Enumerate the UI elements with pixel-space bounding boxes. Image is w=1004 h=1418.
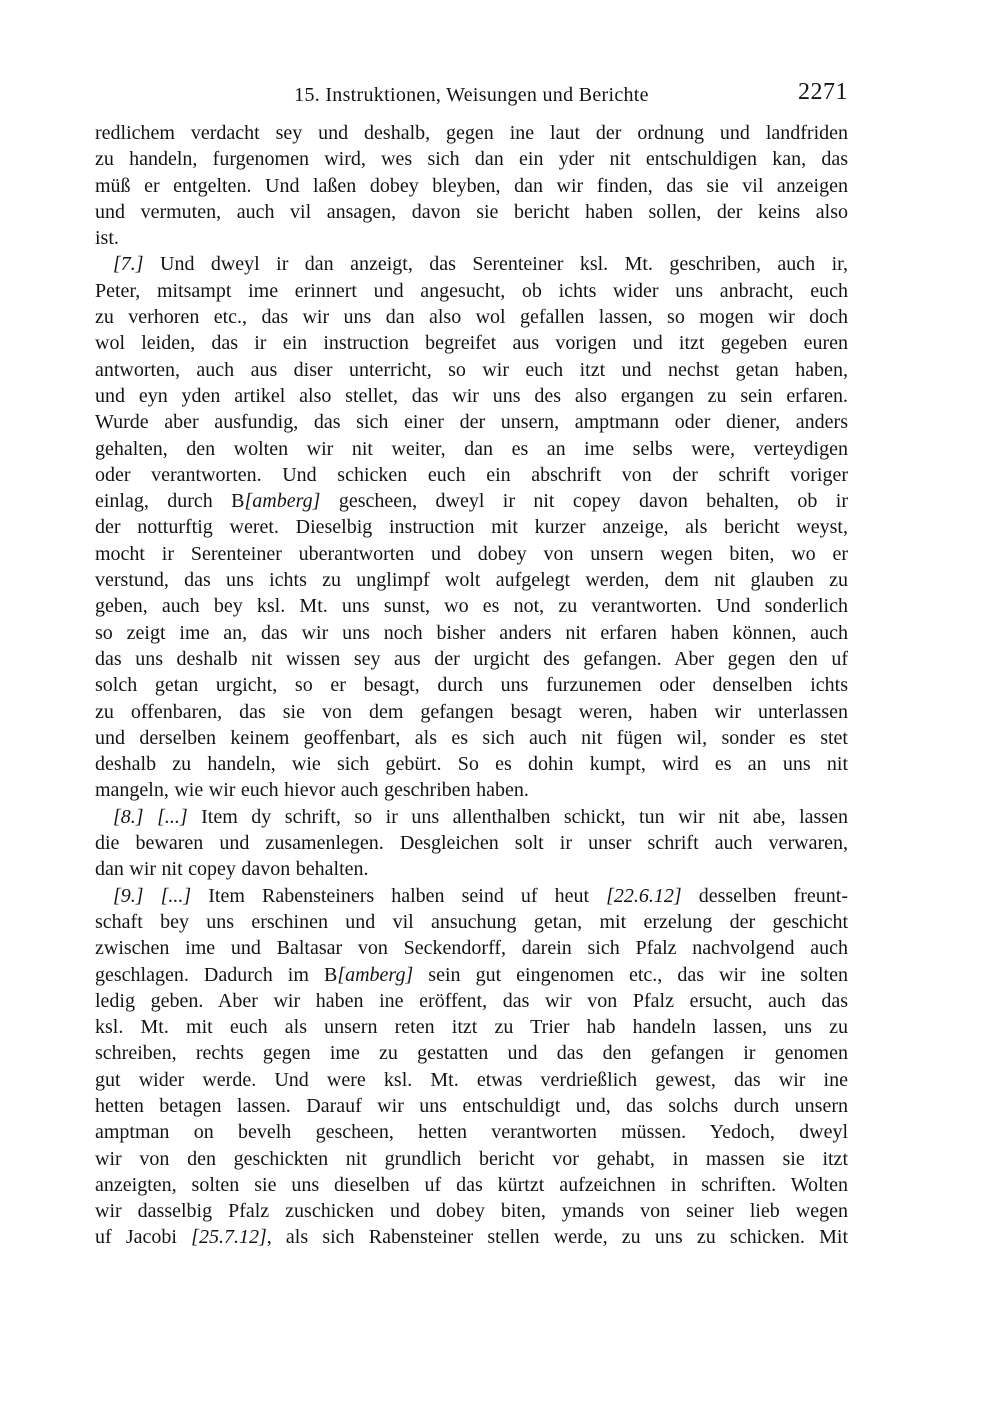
text-run: solch getan urgicht, so er besagt, durch uns furzunemen oder denselben ichts xyxy=(95,674,848,697)
text-run: dan wir nit copey davon behalten. xyxy=(95,858,369,881)
text-run: mangeln, wie wir euch hievor auch geschriben haben. xyxy=(95,779,529,802)
text-run: einlag, durch B xyxy=(95,490,245,513)
text-run: wir von den geschickten nit grundlich bericht vor gehabt, in massen sie itzt xyxy=(95,1147,848,1170)
text-line xyxy=(95,225,848,251)
text-run: deshalb zu handeln, wie sich gebürt. So es dohin kumpt, wird es an uns nit xyxy=(95,753,848,776)
text-run: geben, auch bey ksl. Mt. uns sunst, wo es not, zu verantworten. Und sonderlich xyxy=(95,595,848,618)
text-line xyxy=(95,199,848,225)
paragraph xyxy=(95,120,848,251)
text-line xyxy=(95,1067,848,1093)
editorial-annotation: [25.7.12] xyxy=(191,1226,267,1249)
text-run: verstund, das uns ichts zu unglimpf wolt aufgelegt werden, dem nit glauben zu xyxy=(95,569,848,592)
page-number: 2271 xyxy=(798,79,848,105)
text-line xyxy=(95,567,848,593)
text-run: wir dasselbig Pfalz zuschicken und dobey biten, ymands von seiner lieb wegen xyxy=(95,1200,848,1223)
editorial-annotation: [22.6.12] xyxy=(606,884,682,907)
editorial-annotation: [amberg] xyxy=(244,490,321,513)
text-run: und vermuten, auch vil ansagen, davon sie bericht haben sollen, der keins also xyxy=(95,200,848,223)
text-line xyxy=(95,251,848,277)
text-line xyxy=(95,1119,848,1145)
text-run: redlichem verdacht sey und deshalb, gegen ine laut der ordnung und landfriden xyxy=(95,122,848,144)
text-line xyxy=(95,909,848,935)
text-run: Und dweyl ir dan anzeigt, das Serenteiner ksl. Mt. geschriben, auch ir, xyxy=(143,253,848,276)
text-run: Peter, mitsampt ime erinnert und angesucht, ob ichts wider uns anbracht, euch xyxy=(95,279,848,302)
text-run: der notturftig weret. Dieselbig instruction mit kurzer anzeige, als bericht weyst, xyxy=(95,516,848,539)
text-line xyxy=(95,777,848,803)
text-line xyxy=(95,725,848,751)
text-run: ist. xyxy=(95,227,119,250)
text-run: Wurde aber ausfundig, das sich einer der unsern, amptmann oder diener, anders xyxy=(95,411,848,434)
text-line xyxy=(95,751,848,777)
text-line xyxy=(95,436,848,462)
text-run: und derselben keinem geoffenbart, als es sich auch nit fügen wil, sonder es stet xyxy=(95,726,848,749)
text-run: wol leiden, das ir ein instruction begreifet aus vorigen und itzt gegeben euren xyxy=(95,332,848,355)
text-line xyxy=(95,304,848,330)
editorial-annotation: [amberg] xyxy=(337,963,414,986)
text-run: so zeigt ime an, das wir uns noch bisher anders nit erfaren haben können, auch xyxy=(95,621,848,644)
text-run: hetten betagen lassen. Darauf wir uns entschuldigt und, das solchs durch unsern xyxy=(95,1094,848,1117)
text-run: mocht ir Serenteiner uberantworten und dobey von unsern wegen biten, wo er xyxy=(95,542,848,565)
text-line xyxy=(95,120,848,146)
text-line xyxy=(95,146,848,172)
text-run: anzeigten, solten sie uns dieselben uf das kürtzt aufzeichnen in schriften. Wolten xyxy=(95,1173,848,1196)
text-line xyxy=(95,672,848,698)
text-run: schreiben, rechts gegen ime zu gestatten und das den gefangen ir genomen xyxy=(95,1042,848,1065)
text-line xyxy=(95,514,848,540)
text-run: zwischen ime und Baltasar von Seckendorff, darein sich Pfalz nachvolgend auch xyxy=(95,937,848,960)
text-run: schaft bey uns erschinen und vil ansuchung getan, mit erzelung der geschicht xyxy=(95,910,848,933)
text-run: ksl. Mt. mit euch als unsern reten itzt zu Trier hab handeln lassen, uns zu xyxy=(95,1016,848,1039)
text-line xyxy=(95,1198,848,1224)
editorial-annotation: [7.] xyxy=(113,253,144,276)
text-run: und eyn yden artikel also stellet, das wir uns des also ergangen zu sein erfaren. xyxy=(95,384,848,407)
text-line xyxy=(95,646,848,672)
editorial-annotation: [8.] [...] xyxy=(113,805,188,828)
text-run: zu offenbaren, das sie von dem gefangen besagt weren, haben wir unterlassen xyxy=(95,700,848,723)
text-line xyxy=(95,330,848,356)
text-line xyxy=(95,1014,848,1040)
text-line xyxy=(95,541,848,567)
text-line xyxy=(95,620,848,646)
text-run: gehalten, den wolten wir nit weiter, dan es an ime selbs were, verteydigen xyxy=(95,437,848,460)
text-run: , als sich Rabensteiner stellen werde, zu uns zu schicken. Mit xyxy=(266,1226,848,1249)
text-line xyxy=(95,699,848,725)
text-line xyxy=(95,383,848,409)
text-line xyxy=(95,278,848,304)
text-run: amptman on bevelh gescheen, hetten verantworten müssen. Yedoch, dweyl xyxy=(95,1121,848,1144)
text-line xyxy=(95,593,848,619)
paragraph xyxy=(95,251,848,803)
text-run: zu verhoren etc., das wir uns dan also wol gefallen lassen, so mogen wir doch xyxy=(95,306,848,329)
text-line xyxy=(95,357,848,383)
text-run: gescheen, dweyl ir nit copey davon behalten, ob ir xyxy=(320,490,848,513)
text-line xyxy=(95,830,848,856)
text-line xyxy=(95,462,848,488)
text-run: Item dy schrift, so ir uns allenthalben schickt, tun wir nit abe, lassen xyxy=(187,805,848,828)
text-line xyxy=(95,935,848,961)
section-heading: 15. Instruktionen, Weisungen und Berichte xyxy=(294,84,649,106)
text-run: Item Rabensteiners halben seind uf heut xyxy=(191,884,607,907)
paragraph xyxy=(95,804,848,883)
text-run: uf Jacobi xyxy=(95,1226,192,1249)
text-run: gut wider werde. Und were ksl. Mt. etwas verdrießlich gewest, das wir ine xyxy=(95,1068,848,1091)
text-line xyxy=(95,988,848,1014)
text-line xyxy=(95,173,848,199)
text-line xyxy=(95,1146,848,1172)
text-line xyxy=(95,409,848,435)
text-run: geschlagen. Dadurch im B xyxy=(95,963,338,986)
text-run: müß er entgelten. Und laßen dobey bleyben, dan wir finden, das sie vil anzeigen xyxy=(95,174,848,197)
text-line xyxy=(95,883,848,909)
text-line xyxy=(95,804,848,830)
text-line xyxy=(95,1224,848,1250)
text-run: sein gut eingenomen etc., das wir ine solten xyxy=(413,963,848,986)
text-run: das uns deshalb nit wissen sey aus der urgicht des gefangen. Aber gegen den uf xyxy=(95,647,848,670)
text-run: ledig geben. Aber wir haben ine eröffent, das wir von Pfalz ersucht, auch das xyxy=(95,989,848,1012)
text-line xyxy=(95,488,848,514)
text-run: die bewaren und zusamenlegen. Desgleichen solt ir unser schrift auch verwaren, xyxy=(95,832,848,855)
text-line xyxy=(95,1040,848,1066)
paragraph xyxy=(95,883,848,1251)
text-line xyxy=(95,962,848,988)
text-block xyxy=(95,120,848,1251)
text-line xyxy=(95,1172,848,1198)
text-line xyxy=(95,856,848,882)
editorial-annotation: [9.] [...] xyxy=(113,884,192,907)
text-line xyxy=(95,1093,848,1119)
text-run: antworten, auch aus diser unterricht, so wir euch itzt und nechst getan haben, xyxy=(95,358,848,381)
text-run: desselben freunt- xyxy=(681,884,848,907)
text-run: oder verantworten. Und schicken euch ein abschrift von der schrift voriger xyxy=(95,463,848,486)
text-run: zu handeln, furgenomen wird, wes sich dan ein yder nit entschuldigen kan, das xyxy=(95,148,848,171)
